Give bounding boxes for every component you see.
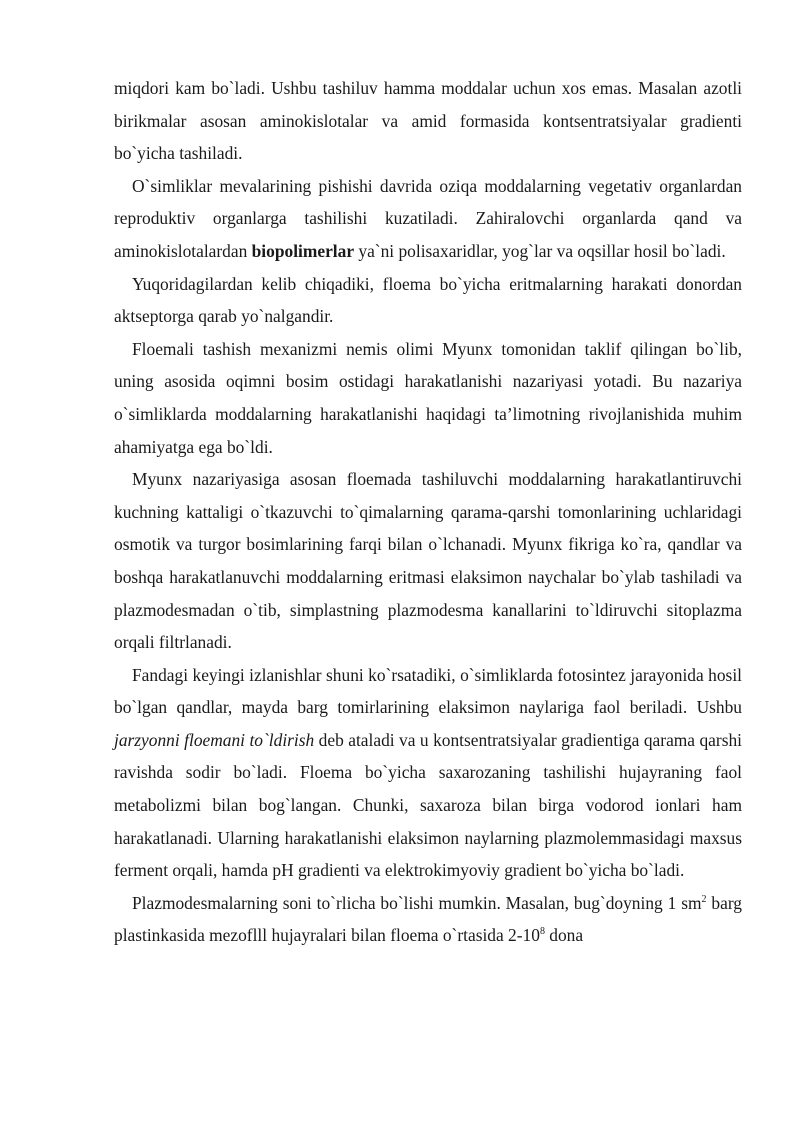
paragraph-7 [114,887,742,952]
paragraph-7-text-c: dona [544,925,584,946]
paragraph-2-text-b: ya`ni polisaxaridlar, yog`lar va oqsillar hosil bo`ladi. [354,240,726,261]
bold-term-biopolimerlar: biopolimerlar [251,240,355,261]
document-page [114,72,742,952]
paragraph-7-text-b: barg plastinkasida mezoflll hujayralari bilan floema o`rtasida 2-10 [114,892,742,946]
paragraph-7-text-a: Plazmodesmalarning soni to`rlicha bo`lishi mumkin. Masalan, bug`doyning 1 sm [132,892,702,913]
paragraph-6-text-a: Fandagi keyingi izlanishlar shuni ko`rsatadiki, o`simliklarda fotosintez jarayonida hosil bo`lgan qandlar, mayda barg tomirlarining elaksimon naylariga faol beriladi. Ushbu [114,664,742,718]
paragraph-6 [114,659,742,887]
paragraph-5: Myunx nazariyasiga asosan floemada tashiluvchi moddalarning harakatlantiruvchi kuchning kattaligi o`tkazuvchi to`qimalarning qarama-qarshi tomonlarining uchlaridagi osmotik va turgor bosimlarining farqi bilan o`lchanadi. Myunx fikriga ko`ra, qandlar va boshqa harakatlanuvchi moddalarning eritmasi elaksimon naychalar bo`ylab tashiladi va plazmodesmadan o`tib, simplastning plazmodesma kanallarini to`ldiruvchi sitoplazma orqali filtrlanadi. [114,469,742,653]
italic-term: jarzyonni floemani to`ldirish [114,729,315,750]
superscript-8: 8 [539,926,545,938]
paragraph-2 [114,170,742,268]
paragraph-6-text-b: deb ataladi va u kontsentratsiyalar gradientiga qarama qarshi ravishda sodir bo`ladi. Floema bo`yicha saxarozaning tashilishi hujayraning faol metabolizmi bilan bog`langan. Chunki, saxaroza bilan birga vodorod ionlari ham harakatlanadi. Ularning harakatlanishi elaksimon naylarning plazmolemmasidagi maxsus ferment orqali, hamda pH gradienti va elektrokimyoviy gradient bo`yicha bo`ladi. [114,729,742,881]
paragraph-3: Yuqoridagilardan kelib chiqadiki, floema bo`yicha eritmalarning harakati donordan aktseptorga qarab yo`nalgandir. [114,273,742,327]
paragraph-4: Floemali tashish mexanizmi nemis olimi Myunx tomonidan taklif qilingan bo`lib, uning asosida oqimni bosim ostidagi harakatlanishi nazariyasi yotadi. Bu nazariya o`simliklarda moddalarning harakatlanishi haqidagi ta’limotning rivojlanishida muhim ahamiyatga ega bo`ldi. [114,338,742,457]
superscript-2: 2 [701,894,707,906]
paragraph-1: miqdori kam bo`ladi. Ushbu tashiluv hamma moddalar uchun xos emas. Masalan azotli birikmalar asosan aminokislotalar va amid formasida kontsentratsiyalar gradienti bo`yicha tashiladi. [114,78,742,164]
paragraph-2-text-a: O`simliklar mevalarining pishishi davrida oziqa moddalarning vegetativ organlardan reproduktiv organlarga tashilishi kuzatiladi. Zahiralovchi organlarda qand va aminokislotalardan [114,175,742,261]
